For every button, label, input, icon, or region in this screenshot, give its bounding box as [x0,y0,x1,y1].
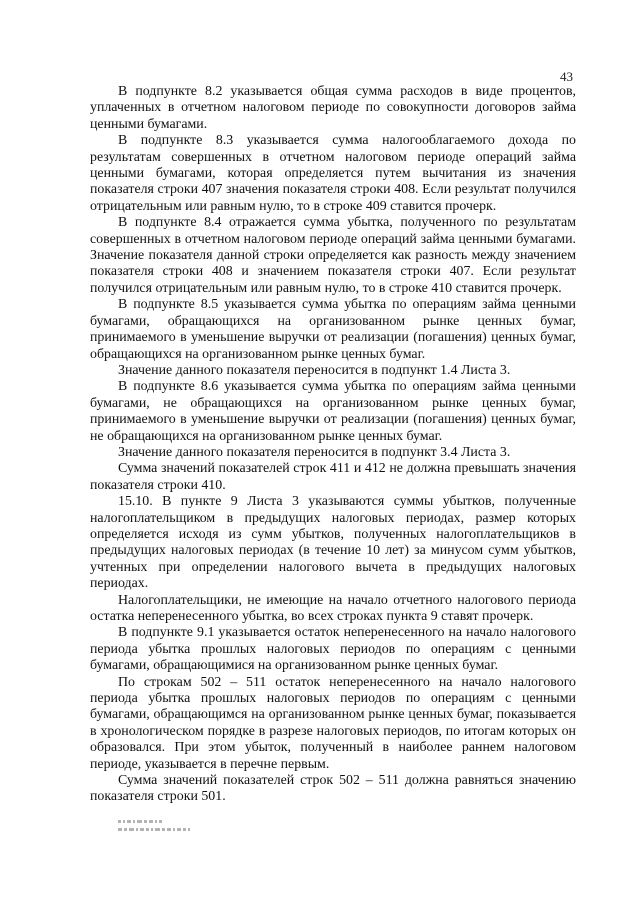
paragraph-subitem-9-1: В подпункте 9.1 указывается остаток неперенесенного на начало налогового периода убытка прошлых налоговых периодов по операциям с ценными бумагами, обращающимися на организованном рынке ценных бумаг. [90,625,576,674]
paragraph-transfer-1-4: Значение данного показателя переносится в подпункт 1.4 Листа 3. [118,362,511,378]
document-body [90,84,576,806]
paragraph-subitem-8-4: В подпункте 8.4 отражается сумма убытка, полученного по результатам совершенных в отчетном налоговом периоде операций займа ценными бумагами. Значение показателя данной строки определяется как разность между значением показателя строки 408 и значением показателя строки 407. Если результат получился отрицательным или равным нулю, то в строке 410 ставится прочерк. [90,215,576,296]
paragraph-sum-411-412: Сумма значений показателей строк 411 и 412 не должна превышать значения показателя строки 410. [90,461,576,493]
paragraph-sum-502-511: Сумма значений показателей строк 502 – 511 должна равняться значению показателя строки 501. [90,773,576,805]
paragraph-subitem-8-2: В подпункте 8.2 указывается общая сумма расходов в виде процентов, уплаченных в отчетном налоговом периоде по совокупности договоров займа ценными бумагами. [90,84,576,132]
scan-stamp-mark [118,818,238,841]
paragraph-subitem-8-6: В подпункте 8.6 указывается сумма убытка по операциям займа ценными бумагами, не обращающихся на организованном рынке ценных бумаг, принимаемого в уменьшение выручки от реализации (погашения) ценных бумаг, не обращающихся на организованном рынке ценных бумаг. [90,379,576,444]
faded-stamp-graphic [118,818,238,838]
paragraph-no-loss-balance: Налогоплательщики, не имеющие на начало отчетного налогового периода остатка неперенесенного убытка, во всех строках пункта 9 ставят прочерк. [90,592,576,624]
page-number: 43 [560,69,573,84]
paragraph-15-10: 15.10. В пункте 9 Листа 3 указываются суммы убытков, полученные налогоплательщиком в предыдущих налоговых периодах, размер которых определяется исходя из сумм убытков, полученных налогоплательщиков в предыдущих налоговых периодах (в течение 10 лет) за минусом сумм убытков, учтенных при определении налогового вычета в предыдущих налоговых периодах. [90,494,576,592]
paragraph-subitem-8-5: В подпункте 8.5 указывается сумма убытка по операциям займа ценными бумагами, обращающихся на организованном рынке ценных бумаг, принимаемого в уменьшение выручки от реализации (погашения) ценных бумаг, обращающихся на организованном рынке ценных бумаг. [90,297,576,362]
paragraph-lines-502-511: По строкам 502 – 511 остаток неперенесенного на начало налогового периода убытка прошлых налоговых периодов по операциям с ценными бумагами, обращающимся на организованном рынке ценных бумаг, показывается в хронологическом порядке в разрезе налоговых периодов, по итогам которых он образовался. При этом убыток, полученный в наиболее раннем налоговом периоде, указывается в перечне первым. [90,674,576,772]
paragraph-subitem-8-3: В подпункте 8.3 указывается сумма налогооблагаемого дохода по результатам совершенных в отчетном налоговом периоде операций займа ценными бумагами, которая определяется путем вычитания из значения показателя строки 407 значения показателя строки 408. Если результат получился отрицательным или равным нулю, то в строке 409 ставится прочерк. [90,133,576,214]
paragraph-transfer-3-4: Значение данного показателя переносится в подпункт 3.4 Листа 3. [118,444,511,460]
